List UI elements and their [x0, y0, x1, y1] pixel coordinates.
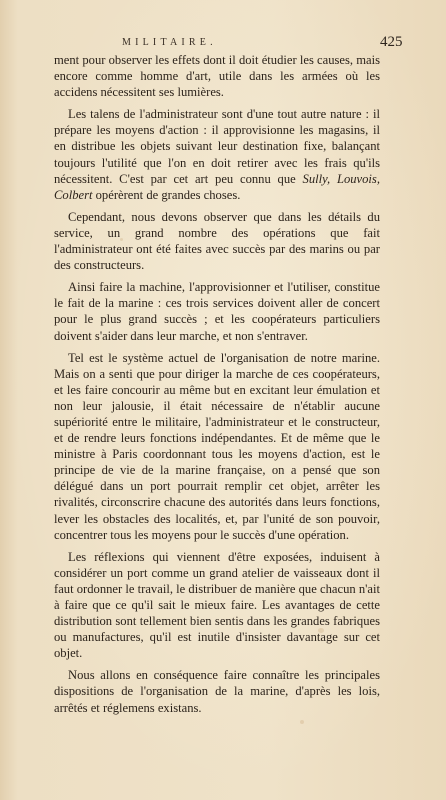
paragraph: Cependant, nous devons observer que dans les détails du service, un grand nombre des opérations que fait l'administrateur ont été faites avec succès par des marins ou par des constructeurs. — [54, 209, 380, 273]
running-title: MILITAIRE. — [122, 37, 217, 48]
italic-names: Sully, Louvois, Colbert — [54, 171, 380, 202]
page-number: 425 — [380, 34, 403, 50]
paragraph: ment pour observer les effets dont il doit étudier les causes, mais encore comme homme d'art, utile dans les armées où les accidens nécessitent ses lumières. — [54, 53, 380, 100]
page-header — [0, 34, 446, 53]
paragraph: Nous allons en conséquence faire connaître les principales dispositions de l'organisation de la marine, d'après les lois, arrêtés et réglemens existans. — [54, 668, 380, 715]
paragraph-text: opérèrent de grandes choses. — [92, 187, 241, 202]
paragraph: Ainsi faire la machine, l'approvisionner et l'utiliser, constitue le fait de la marine : ces trois services doivent aller de concert pour le plus grand succès ; et les coopérateurs particuliers doivent s'aider dans leur marche, et non s'entraver. — [54, 280, 380, 343]
paragraph: Tel est le système actuel de l'organisation de notre marine. Mais on a senti que pour diriger la marche de ces coopérateurs, et les faire concourir au même but en excitant leur émulation et non leur jalousie, il était nécessaire de n'établir aucune supériorité entre le militaire, l'administrateur et le constructeur, et de rendre leurs fonctions indépendantes. Et de même que le ministre à Paris coordonnant tous les moyens d'action, est le principe de vie de la marine française, on a pensé que son délégué dans un port pourrait remplir cet objet, arrêter les rivalités, circonscrire chacune des autorités dans leurs fonctions, lever les obstacles des localités, et, par l'unité de son pouvoir, concentrer tous les moyens pour le succès d'une opération. — [54, 350, 380, 542]
paragraph-text: Les talens de l'administrateur sont d'une tout autre nature : il prépare les moyens d'action : il approvisionne les magasins, il en distribue les objets suivant leur destination fixe, balançant toujours l'utilité que l'on en doit retirer avec les frais qu'ils nécessitent. C'est par cet art peu connu que — [54, 107, 380, 186]
paragraph — [54, 106, 380, 203]
paragraph: Les réflexions qui viennent d'être exposées, induisent à considérer un port comme un grand atelier de vaisseaux dont il faut ordonner le travail, le distribuer de manière que chacun n'ait à faire que ce qu'il sait le mieux faire. Les avantages de cette distribution sont tellement bien sentis dans les grandes fabriques ou manufactures, qu'il est inutile d'insister davantage sur cet objet. — [54, 549, 380, 661]
body-text — [54, 52, 380, 722]
